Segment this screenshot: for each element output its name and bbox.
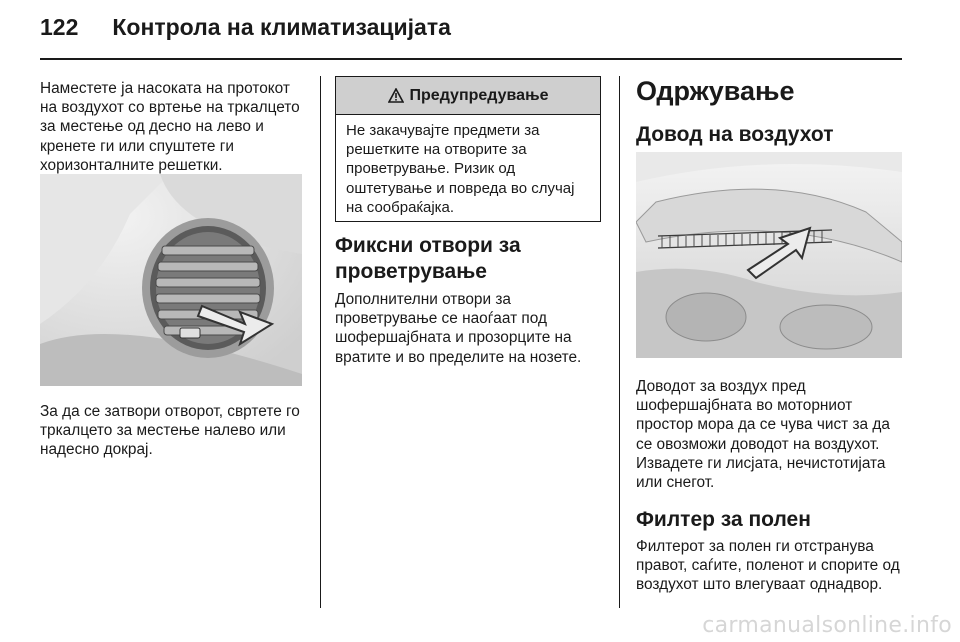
- warning-text: Не закачувајте предмети за решетките на отворите за проветрување. Ризик од оштетување и повреда во случај на сообраќајка.: [346, 122, 575, 216]
- watermark: carmanualsonline.info: [702, 613, 952, 638]
- warning-header: [336, 77, 600, 115]
- fixed-vents-paragraph: Дополнителни отвори за проветрување се наоѓаат под шофершајбната и прозорците на вратите и во пределите на нозете.: [335, 291, 582, 366]
- chapter-title: Контрола на климатизацијата: [112, 14, 451, 40]
- page-header: [40, 14, 451, 50]
- header-rule: [40, 58, 902, 60]
- warning-title: Предупредување: [409, 86, 549, 104]
- page-number: 122: [40, 14, 79, 40]
- air-intake-paragraph: Доводот за воздух пред шофершајбната во моторниот простор мора да се чува чист за да се овозможи доводот на воздухот. Извадете ги лисјата, нечистотијата или снегот.: [636, 378, 890, 492]
- air-intake-heading: Довод на воздухот: [636, 123, 834, 146]
- vent-close-paragraph: За да се затвори отворот, свртете го тркалцето за местење налево или надесно докрај.: [40, 403, 300, 459]
- column-divider-left: [320, 76, 321, 608]
- fixed-vents-heading: Фиксни отвори за проветрување: [335, 234, 521, 283]
- pollen-filter-heading: Филтер за полен: [636, 508, 811, 531]
- air-vent-illustration: [40, 174, 302, 386]
- air-intake-illustration: [636, 152, 902, 358]
- vent-adjust-paragraph: Наместете ја насоката на протокот на воздухот со вртење на тркалцето за местење од десно на лево и кренете ги или спуштете ги хоризонталните решетки.: [40, 80, 300, 174]
- column-divider-right: [619, 76, 620, 608]
- warning-box: [335, 76, 601, 222]
- warning-triangle-icon: [388, 88, 404, 103]
- maintenance-heading: Одржување: [636, 76, 795, 106]
- pollen-filter-paragraph: Филтерот за полен ги отстранува правот, саѓите, поленот и спорите од воздухот што влегуваат однадвор.: [636, 538, 900, 594]
